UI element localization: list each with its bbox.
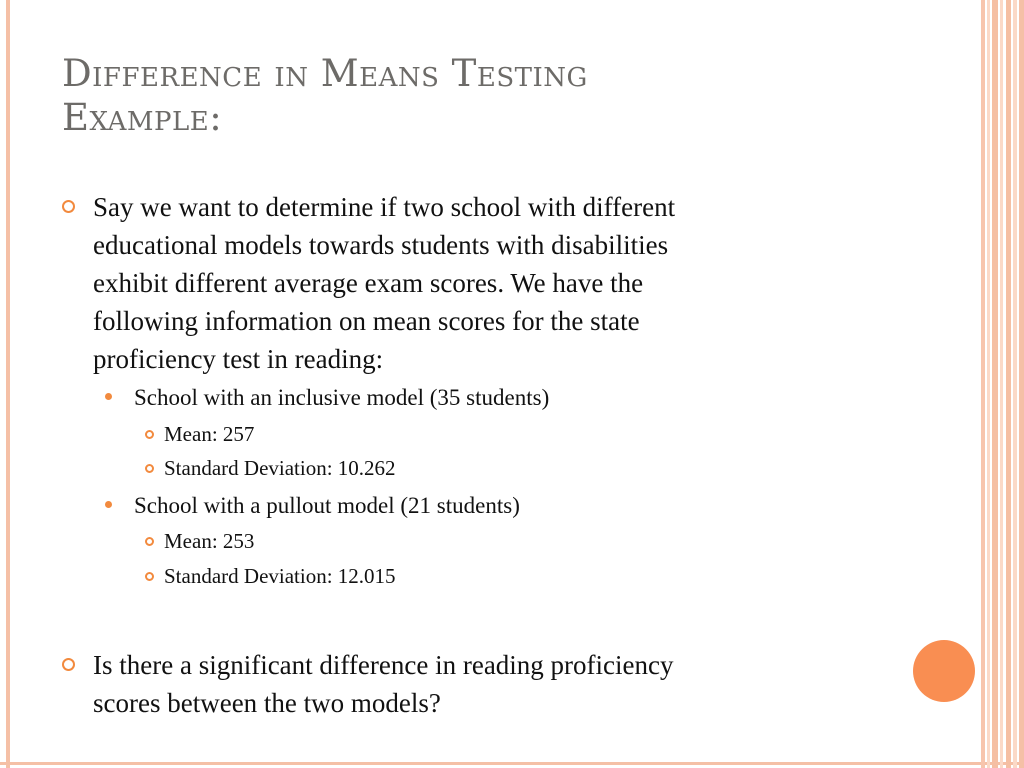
slide-title-line-1: Difference in Means Testing bbox=[62, 52, 588, 95]
bullet-text bbox=[93, 188, 883, 378]
decorative-stripe bbox=[987, 0, 990, 768]
slide-title-line-2: Example: bbox=[62, 96, 223, 139]
slide-title bbox=[62, 52, 922, 140]
frame-left-border bbox=[6, 0, 10, 768]
bullet-line: Is there a significant difference in reading proficiency bbox=[93, 650, 674, 680]
detail-text: Mean: 253 bbox=[164, 529, 255, 553]
frame-bottom-border bbox=[0, 762, 1024, 765]
small-ring-bullet-icon bbox=[145, 464, 154, 473]
decorative-stripe bbox=[1013, 0, 1017, 768]
ring-bullet-icon bbox=[62, 658, 75, 671]
bullet-line: scores between the two models? bbox=[93, 688, 441, 718]
dot-bullet-icon bbox=[105, 393, 112, 400]
small-ring-bullet-icon bbox=[145, 572, 154, 581]
bullet-line: following information on mean scores for the state bbox=[93, 306, 640, 336]
ring-bullet-icon bbox=[62, 200, 75, 213]
detail-text: Mean: 257 bbox=[164, 422, 255, 446]
decorative-circle bbox=[913, 640, 975, 702]
sub-bullet-label: School with an inclusive model (35 students) bbox=[134, 385, 550, 410]
small-ring-bullet-icon bbox=[145, 537, 154, 546]
bullet-line: Say we want to determine if two school with different bbox=[93, 192, 676, 222]
decorative-stripe bbox=[1019, 0, 1024, 768]
decorative-stripe bbox=[1000, 0, 1003, 768]
bullet-line: educational models towards students with disabilities bbox=[93, 230, 669, 260]
bullet-line: exhibit different average exam scores. We have the bbox=[93, 268, 644, 298]
sub-bullet-label: School with a pullout model (21 students) bbox=[134, 493, 520, 518]
bullet-line: proficiency test in reading: bbox=[93, 344, 384, 374]
small-ring-bullet-icon bbox=[145, 430, 154, 439]
bullet-text bbox=[93, 646, 883, 722]
detail-text: Standard Deviation: 12.015 bbox=[164, 564, 396, 588]
decorative-stripe bbox=[992, 0, 998, 768]
detail-text: Standard Deviation: 10.262 bbox=[164, 456, 396, 480]
decorative-stripe bbox=[981, 0, 985, 768]
decorative-stripe bbox=[1006, 0, 1011, 768]
dot-bullet-icon bbox=[105, 501, 112, 508]
